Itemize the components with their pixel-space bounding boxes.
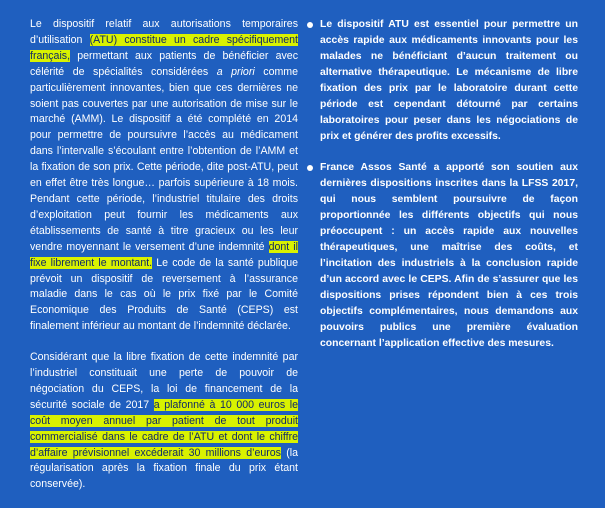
highlight-atu-framework: (ATU) constitue un cadre spécifiquement français, [30,33,298,62]
bullet-dot-icon [307,22,313,28]
text-segment: Le code de la santé publique prévoit un dispositif de reversement à l’assurance maladie dans le cas où le prix fixé par le Comité Economique des Produits de Santé (CEPS) est finalement inférieur au montant de l’indemnité déclarée. [30,256,298,333]
text-segment: Considérant que la libre fixation de cette indemnité par l’industriel constituait une perte de pouvoir de négociation du CEPS, la loi de financement de la sécurité sociale de 2017 [30,351,298,411]
text-segment: (la régularisation après la fixation finale du prix étant conservée). [30,446,298,491]
right-column [306,17,578,367]
bullet-text: Le dispositif ATU est essentiel pour permettre un accès rapide aux médicaments innovants pour les malades ne bénéficiant d’aucun traitement ou alternative thérapeutique. Le mécanisme de libre fixation des prix par le laboratoire durant cette période est cependant détourné par certains laboratoires pour peser dans les négociations de prix et générer des profits excessifs. [320,19,578,142]
highlight-cost-cap: a plafonné à 10 000 euros le coût moyen annuel par patient de tout produit commercialisé dans le cadre de l’ATU et dont le chiffre d’affaire prévisionnel excéderait 30 millions d’euros [30,398,298,459]
italic-a-priori: a priori [216,65,255,78]
text-segment: permettant aux patients de bénéficier avec célérité de spécialités considérées [30,49,298,78]
text-segment: comme particulièrement innovantes, bien que ces dernières ne soient pas couvertes par une autorisation de mise sur le marché (AMM). Le dispositif a été complété en 2014 pour permettre de poursuivre l’accès au médicament dans l’intervalle s’écoulant entre l’obtention de l’AMM et la fixation de son prix. Cette période, dite post-ATU, peut en effet être très longue… parfois supérieure à 18 mois. Pendant cette période, l’industriel titulaire des droits d’exploitation peut fournir les médicaments aux établissements de santé à titre gracieux ou les leur vendre moyennant le versement d’une indemnité [30,65,298,253]
bullet-dot-icon [307,165,313,171]
text-segment: Le dispositif relatif aux autorisations temporaires d’utilisation [30,18,298,46]
left-column [30,17,298,508]
bullet-text: France Assos Santé a apporté son soutien aux dernières dispositions inscrites dans la LFSS 2017, qui nous semblent poursuivre de façon proportionnée les différents objectifs qui nous préoccupent : un accès rapide aux nouvelles thérapeutiques, une maîtrise des coûts, et l’incitation des industriels à la conclusion rapide d’un accord avec le CEPS. Afin de s’assurer que les dispositions prises répondent bien à ces trois objectifs complémentaires, nous demandons aux pouvoirs publics une première évaluation concernant l’application effective des mesures. [320,162,578,349]
highlight-free-pricing: dont il fixe librement le montant. [30,240,298,269]
paragraph-atu-context [30,17,298,335]
paragraph-lfss-2017 [30,350,298,493]
bullet-item [306,160,578,352]
bullet-item [306,17,578,145]
